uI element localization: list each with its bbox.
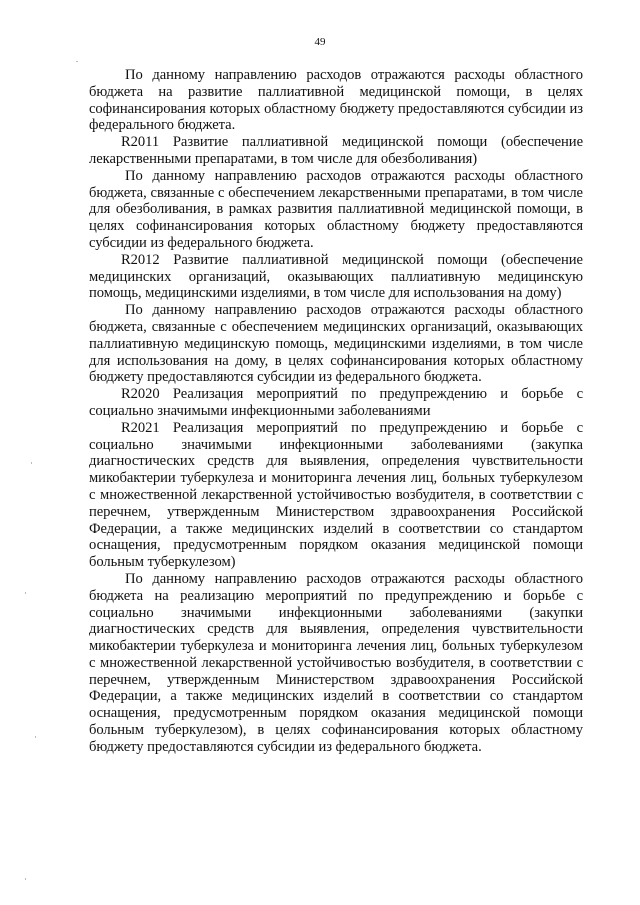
page-number: 49 xyxy=(314,36,326,48)
paragraph-subsidy-tuberculosis: По данному направлению расходов отражаются расходы областного бюджета на реализацию мероприятий по предупреждению и борьбе с социально значимыми инфекционными заболеваниями (закупки диагностических средств для выявления, определения чувствительности микобактерии туберкулеза и мониторинга лечения лиц, больных туберкулезом с множественной лекарственной устойчивостью возбудителя, в соответствии с перечнем, утвержденным Министерством здравоохранения Российской Федерации, а также медицинских изделий в соответствии со стандартом оснащения, предусмотренным порядком оказания медицинской помощи больным туберкулезом), в целях софинансирования которых областному бюджету предоставляются субсидии из федерального бюджета. xyxy=(89,570,583,755)
scan-speck xyxy=(31,462,32,464)
scan-speck xyxy=(25,878,26,880)
paragraph-subsidy-medicines: По данному направлению расходов отражаются расходы областного бюджета, связанные с обеспечением лекарственными препаратами, в том числе для обезболивания, в рамках развития паллиативной медицинской помощи, в целях софинансирования которых областному бюджету предоставляются субсидии из федерального бюджета. xyxy=(89,167,583,251)
paragraph-subsidy-palliative: По данному направлению расходов отражаются расходы областного бюджета на развитие паллиативной медицинской помощи, в целях софинансирования которых областному бюджету предоставляются субсидии из федерального бюджета. xyxy=(89,67,583,134)
paragraph-code-r2021: R2021 Реализация мероприятий по предупреждению и борьбе с социально значимыми инфекционными заболеваниями (закупка диагностических средств для выявления, определения чувствительности микобактерии туберкулеза и мониторинга лечения лиц, больных туберкулезом с множественной лекарственной устойчивостью возбудителя, в соответствии с перечнем, утвержденным Министерством здравоохранения Российской Федерации, а также медицинских изделий в соответствии со стандартом оснащения, предусмотренным порядком оказания медицинской помощи больным туберкулезом) xyxy=(89,419,583,571)
scan-speck xyxy=(25,592,26,594)
document-body xyxy=(89,67,583,756)
scan-speck xyxy=(76,61,78,62)
paragraph-code-r2011: R2011 Развитие паллиативной медицинской помощи (обеспечение лекарственными препаратами, в том числе для обезболивания) xyxy=(89,134,583,167)
paragraph-code-r2020: R2020 Реализация мероприятий по предупреждению и борьбе с социально значимыми инфекционными заболеваниями xyxy=(89,386,583,419)
paragraph-subsidy-medical-devices: По данному направлению расходов отражаются расходы областного бюджета, связанные с обеспечением медицинских организаций, оказывающих паллиативную медицинскую помощь, медицинскими изделиями, в том числе для использования на дому, в целях софинансирования которых областному бюджету предоставляются субсидии из федерального бюджета. xyxy=(89,302,583,386)
paragraph-code-r2012: R2012 Развитие паллиативной медицинской помощи (обеспечение медицинских организаций, оказывающих паллиативную медицинскую помощь, медицинскими изделиями, в том числе для использования на дому) xyxy=(89,251,583,302)
scan-speck xyxy=(35,736,36,738)
